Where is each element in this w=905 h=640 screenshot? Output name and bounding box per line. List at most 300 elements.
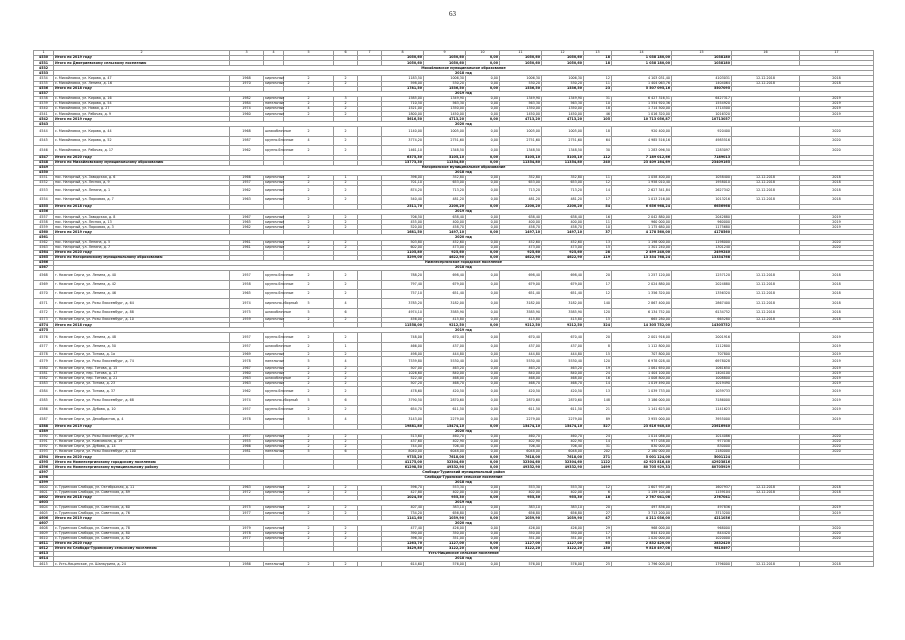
- table-cell: крупно-блочные: [264, 333, 284, 342]
- table-cell: 1958: [230, 280, 264, 289]
- table-cell: 2: [284, 490, 334, 495]
- table-cell: 350,00: [424, 531, 466, 536]
- table-cell: 638,40: [424, 215, 466, 220]
- table-cell: с. Усть-Ницинское, ул. Шанаурина, д. 24: [54, 562, 230, 567]
- table-cell: 1955: [230, 439, 264, 444]
- table-cell: 0,00: [466, 195, 500, 204]
- table-cell: 1039,90: [500, 516, 542, 521]
- table-cell: 5530,40: [500, 357, 542, 366]
- table-cell: 2: [284, 444, 334, 449]
- table-cell: с. Михайловка, ул. Рабочая, д. 17: [54, 146, 230, 155]
- table-cell: 11558,00: [382, 323, 424, 328]
- table-cell: 2019: [800, 376, 874, 381]
- table-cell: 1962: [230, 146, 264, 155]
- table-cell: 11: [584, 220, 612, 225]
- table-cell: с. Туринская Слобода, ул. Советская, д. 76: [54, 511, 230, 516]
- table-cell: 0,00: [466, 112, 500, 117]
- table-cell: 19881,80: [382, 424, 424, 429]
- table-cell: 12.12.2018: [732, 181, 800, 186]
- table-cell: 706,40: [500, 444, 542, 449]
- table-cell: 6 427 316,51: [612, 96, 672, 101]
- table-cell: 1: [334, 175, 358, 180]
- table-cell: 1058400: [672, 175, 732, 180]
- table-cell: 12.12.2018: [732, 175, 800, 180]
- table-cell: кирпичные: [264, 195, 284, 204]
- table-cell: кирпичные: [265, 510, 285, 515]
- table-cell: 0,00: [466, 323, 500, 328]
- table-cell: 1050,60: [542, 56, 584, 61]
- table-cell: 0,00: [466, 308, 500, 317]
- table-cell: 3429,80: [382, 546, 424, 551]
- table-cell: 463,20: [500, 366, 542, 371]
- table-cell: 1013216: [672, 195, 732, 204]
- table-cell: 12.12.2018: [732, 299, 800, 308]
- table-cell: 651,40: [542, 289, 584, 298]
- table-cell: 0,00: [466, 511, 500, 516]
- table-cell: 1966: [230, 175, 264, 180]
- table-cell: 202: [584, 450, 612, 455]
- table-cell: 18: [584, 495, 612, 500]
- table-cell: 2020 год: [54, 521, 874, 526]
- table-cell: 679,00: [500, 280, 542, 289]
- table-cell: 4178560: [672, 230, 732, 235]
- table-row: [34, 387, 874, 396]
- table-cell: 2: [284, 181, 334, 186]
- table-cell: 1967: [230, 215, 264, 220]
- table-cell: 2019 год: [54, 91, 874, 96]
- table-cell: 130: [584, 546, 612, 551]
- table-cell: 2: [284, 96, 334, 101]
- table-cell: кирпичные: [265, 111, 285, 116]
- table-cell: 2: [284, 506, 334, 511]
- table-cell: 4546: [34, 146, 54, 155]
- table-cell: 1979: [230, 526, 264, 531]
- table-cell: 706,40: [424, 444, 466, 449]
- table-cell: 2: [334, 381, 358, 386]
- table-cell: 4: [284, 107, 334, 112]
- table-cell: 0,00: [466, 86, 500, 91]
- table-cell: 4561: [34, 235, 54, 240]
- table-cell: 4609: [34, 531, 54, 536]
- table-cell: 1038180: [672, 56, 732, 61]
- table-cell: Итого по 2019 году: [54, 424, 230, 429]
- table-cell: 2: [284, 81, 334, 86]
- table-cell: 0,00: [466, 541, 500, 546]
- table-cell: 14: [584, 439, 612, 444]
- table-cell: 2: [334, 439, 358, 444]
- table-cell: 1: [34, 51, 54, 56]
- table-cell: 4584: [34, 387, 54, 396]
- table-cell: 42 923 816,40: [612, 460, 672, 465]
- table-cell: кирпичные: [265, 366, 285, 371]
- table-cell: 0,00: [466, 136, 500, 145]
- table-cell: 1198000: [672, 240, 732, 245]
- table-cell: крупно-блочные: [264, 271, 284, 280]
- table-cell: 3182,00: [500, 299, 542, 308]
- table-cell: 1014086: [672, 434, 732, 439]
- table-cell: 351,00: [542, 536, 584, 541]
- table-cell: пос. Нагорный, ул. Парковая, д. 3: [54, 225, 230, 230]
- table-cell: кирпичные: [265, 214, 285, 219]
- table-cell: 0,00: [466, 204, 500, 209]
- table-cell: 2: [284, 101, 334, 106]
- table-cell: 713,20: [542, 186, 584, 195]
- table-cell: 32304,60: [500, 460, 542, 465]
- table-cell: 3790,50: [382, 396, 424, 405]
- table-cell: 2: [334, 280, 358, 289]
- table-cell: 701,10: [382, 181, 424, 186]
- table-cell: 2: [334, 289, 358, 298]
- table-cell: 2: [284, 511, 334, 516]
- table-cell: 4550: [34, 170, 54, 175]
- table-cell: 968 000,00: [612, 526, 672, 531]
- table-cell: 3182,00: [542, 299, 584, 308]
- table-cell: 0,00: [466, 76, 500, 81]
- table-cell: 0,00: [466, 146, 500, 155]
- table-cell: 402,00: [500, 490, 542, 495]
- table-cell: 0,00: [466, 160, 500, 165]
- table-cell: 2: [334, 271, 358, 280]
- table-cell: 2: [334, 562, 358, 567]
- table-cell: 15474,10: [542, 424, 584, 429]
- table-cell: 2: [334, 376, 358, 381]
- table-cell: 11: [584, 81, 612, 86]
- table-cell: 1958010: [672, 181, 732, 186]
- table-cell: 105: [584, 117, 612, 122]
- table-cell: 5 507 095,16: [612, 86, 672, 91]
- table-cell: 4603: [34, 500, 54, 505]
- table-cell: 4539: [34, 101, 54, 106]
- table-cell: 698,40: [500, 271, 542, 280]
- table-cell: кирпичные: [265, 75, 285, 80]
- table-cell: 2: [334, 101, 358, 106]
- table-cell: 0,00: [466, 387, 500, 396]
- table-cell: 24: [584, 371, 612, 376]
- table-cell: 437,00: [542, 342, 584, 351]
- table-cell: 14: [612, 51, 672, 56]
- table-cell: 2: [284, 536, 334, 541]
- table-cell: [358, 136, 382, 145]
- table-cell: 968000: [672, 526, 732, 531]
- table-cell: [732, 342, 800, 351]
- table-cell: 120: [584, 357, 612, 366]
- table-cell: 1006,30: [424, 76, 466, 81]
- table-cell: 2751,60: [500, 136, 542, 145]
- table-cell: 14 305 752,00: [612, 323, 672, 328]
- table-cell: [732, 387, 800, 396]
- table-cell: 0,00: [466, 546, 500, 551]
- table-cell: 1050,60: [500, 56, 542, 61]
- table-cell: 2: [334, 485, 358, 490]
- table-cell: 960 000,00: [612, 220, 672, 225]
- table-cell: 7618,00: [424, 455, 466, 460]
- table-cell: 2: [334, 366, 358, 371]
- table-cell: 2020: [800, 450, 874, 455]
- table-cell: с. Туринская Слобода, ул. Советская, д. 80: [54, 531, 230, 536]
- table-cell: 3143,00: [382, 415, 424, 424]
- table-cell: 23409165: [672, 160, 732, 165]
- table-cell: 1257120: [672, 271, 732, 280]
- table-cell: 12.12.2018: [732, 81, 800, 86]
- table-cell: 0,00: [466, 318, 500, 323]
- table-cell: 47: [584, 516, 612, 521]
- table-cell: Слободо-Туринское сельское поселение: [54, 475, 874, 480]
- table-cell: 530,20: [542, 81, 584, 86]
- table-row: [34, 396, 874, 405]
- table-cell: 4610: [34, 536, 54, 541]
- table-cell: 12.12.2018: [732, 318, 800, 323]
- table-cell: 2: [284, 387, 334, 396]
- table-cell: 2018 год: [54, 170, 874, 175]
- table-cell: 1105,80: [382, 250, 424, 255]
- table-cell: 840,00: [542, 371, 584, 376]
- table-cell: 4713,20: [424, 117, 466, 122]
- table-cell: 1536,50: [500, 86, 542, 91]
- table-cell: 4576: [34, 333, 54, 342]
- table-cell: 7618,00: [542, 455, 584, 460]
- table-cell: пос. Нагорный, ул. Ленина, д. 5: [54, 240, 230, 245]
- table-cell: [732, 146, 800, 155]
- table-cell: 0,00: [466, 250, 500, 255]
- table-cell: 670,40: [500, 333, 542, 342]
- table-cell: 4530: [34, 56, 54, 61]
- table-cell: г. Нижние Серги, ул. Дубова, д. 10: [54, 405, 230, 414]
- table-cell: 2 024 880,00: [612, 280, 672, 289]
- table-cell: 1450,00: [424, 112, 466, 117]
- table-cell: 522,40: [382, 376, 424, 381]
- table-cell: 12: [542, 51, 584, 56]
- table-cell: 1 039 733,00: [612, 387, 672, 396]
- table-cell: 2018: [800, 485, 874, 490]
- table-cell: 12.12.2018: [732, 76, 800, 81]
- table-cell: кирпичные: [265, 96, 285, 101]
- table-cell: 3 186 000,00: [612, 396, 672, 405]
- table-cell: кирпичные: [265, 317, 285, 322]
- table-cell: 2: [284, 245, 334, 250]
- table-cell: 1960: [230, 371, 264, 376]
- table-cell: 13 334 768,24: [612, 255, 672, 260]
- table-cell: 4549: [34, 165, 54, 170]
- table-cell: 0,00: [466, 460, 500, 465]
- table-cell: 2832420: [672, 541, 732, 546]
- table-cell: г. Нижние Серги, ул. Ленина, д. 42: [54, 280, 230, 289]
- table-cell: 350,00: [542, 531, 584, 536]
- table-cell: [358, 195, 382, 204]
- table-cell: 611,50: [424, 405, 466, 414]
- table-cell: 481,20: [500, 195, 542, 204]
- table-cell: 4: [264, 51, 284, 56]
- table-cell: 706,50: [382, 215, 424, 220]
- table-cell: 656,80: [542, 511, 584, 516]
- table-cell: 4543: [34, 122, 54, 127]
- table-cell: кирпичные: [265, 175, 285, 180]
- table-cell: 9212,50: [500, 323, 542, 328]
- table-cell: Итого по 2018 году: [54, 323, 230, 328]
- table-cell: 1957: [230, 342, 264, 351]
- table-cell: 1607937: [672, 485, 732, 490]
- table-cell: 13334768: [672, 255, 732, 260]
- housing-register-table: [33, 50, 874, 567]
- table-cell: 15: [584, 318, 612, 323]
- table-cell: 1026,60: [382, 371, 424, 376]
- table-cell: [358, 396, 382, 405]
- table-cell: 1681,50: [382, 230, 424, 235]
- table-row: [34, 415, 874, 424]
- table-cell: 18: [584, 127, 612, 136]
- table-cell: 4578: [34, 352, 54, 357]
- table-cell: 0,00: [466, 381, 500, 386]
- table-cell: 3955000: [672, 415, 732, 424]
- table-cell: крупно-блочные: [264, 136, 284, 145]
- table-cell: 2499240: [672, 250, 732, 255]
- table-cell: 2019: [800, 220, 874, 225]
- table-cell: 0,00: [466, 81, 500, 86]
- table-cell: 4570: [34, 289, 54, 298]
- table-cell: с. Михайловка, ул. Кирова, д. 52: [54, 136, 230, 145]
- table-cell: 2: [284, 220, 334, 225]
- table-cell: 2020: [800, 136, 874, 145]
- table-cell: 4567: [34, 266, 54, 271]
- table-cell: 2870,60: [424, 396, 466, 405]
- table-cell: 1 112 800,00: [612, 342, 672, 351]
- table-cell: 1349,90: [542, 96, 584, 101]
- table-cell: 4564: [34, 250, 54, 255]
- table-cell: 30: [584, 146, 612, 155]
- table-cell: 507,20: [382, 381, 424, 386]
- table-cell: 874,20: [382, 186, 424, 195]
- table-cell: 61298,50: [382, 465, 424, 470]
- table-cell: 2019: [800, 366, 874, 371]
- table-cell: 1 013 216,00: [612, 195, 672, 204]
- table-cell: шлакоблочные: [264, 342, 284, 351]
- table-cell: с. Михайловка, ул. Кирова, д. 47: [54, 76, 230, 81]
- table-cell: 7189013: [672, 155, 732, 160]
- table-cell: 2751,60: [424, 136, 466, 145]
- table-cell: г. Нижние Серги, ул. Дубова, д. 14: [54, 444, 230, 449]
- table-cell: 80705929: [672, 465, 732, 470]
- table-cell: [358, 357, 382, 366]
- table-cell: 0,00: [466, 490, 500, 495]
- table-cell: 3713200: [672, 511, 732, 516]
- table-cell: г. Нижние Серги, пер. Титова, д. 21: [54, 376, 230, 381]
- table-cell: 4: [284, 136, 334, 145]
- table-cell: 2020: [800, 240, 874, 245]
- table-cell: 4583: [34, 381, 54, 386]
- table-cell: 2019: [800, 215, 874, 220]
- table-cell: 1050,60: [382, 56, 424, 61]
- table-cell: 11354,80: [424, 160, 466, 165]
- table-cell: 444,80: [424, 352, 466, 357]
- table-cell: кирпичные: [265, 239, 285, 244]
- table-cell: 437,00: [424, 342, 466, 351]
- table-row: [34, 299, 874, 308]
- table-cell: 6: [584, 490, 612, 495]
- table-cell: 2: [284, 186, 334, 195]
- table-cell: 23 616 940,40: [612, 424, 672, 429]
- table-cell: с. Туринская Слобода, ул. Октябрьская, д. 11: [54, 485, 230, 490]
- table-cell: 54: [584, 204, 612, 209]
- table-cell: 4597: [34, 470, 54, 475]
- table-cell: 5: [284, 450, 334, 455]
- table-cell: 12.12.2018: [732, 308, 800, 317]
- table-cell: кирпичные: [265, 351, 285, 356]
- table-cell: 4569: [34, 280, 54, 289]
- table-cell: 1 714 500,00: [612, 107, 672, 112]
- table-cell: 2020 год: [54, 235, 874, 240]
- table-cell: 1006,30: [500, 76, 542, 81]
- table-cell: 2: [334, 371, 358, 376]
- table-cell: 473,00: [542, 245, 584, 250]
- table-cell: 6048,00: [542, 450, 584, 455]
- table-cell: 614,60: [382, 562, 424, 567]
- table-cell: 0,00: [466, 455, 500, 460]
- table-cell: 1039,90: [542, 516, 584, 521]
- table-cell: 2: [334, 240, 358, 245]
- table-cell: 2: [284, 381, 334, 386]
- table-cell: 2: [334, 225, 358, 230]
- table-cell: 1 008 800,00: [612, 376, 672, 381]
- table-cell: 0,00: [466, 434, 500, 439]
- table-cell: 4548: [34, 160, 54, 165]
- table-cell: 8040,00: [382, 450, 424, 455]
- table-cell: 1404064: [672, 81, 732, 86]
- table-cell: 925,60: [424, 250, 466, 255]
- table-cell: 2019: [800, 357, 874, 366]
- table-cell: 1141623: [672, 405, 732, 414]
- table-cell: 4568: [34, 271, 54, 280]
- table-cell: 497836: [672, 506, 732, 511]
- table-cell: 6: [334, 396, 358, 405]
- table-cell: 4601: [34, 490, 54, 495]
- table-cell: 2 832 420,00: [612, 541, 672, 546]
- table-cell: 14305752: [672, 323, 732, 328]
- table-cell: 611,50: [542, 405, 584, 414]
- table-cell: 4 985 516,16: [612, 136, 672, 145]
- table-cell: 1957: [230, 333, 264, 342]
- table-cell: 1962: [230, 186, 264, 195]
- table-cell: 444,80: [542, 352, 584, 357]
- table-cell: 4600: [34, 485, 54, 490]
- table-cell: 4608: [34, 526, 54, 531]
- table-cell: 1122: [584, 460, 612, 465]
- table-cell: 1497,10: [542, 230, 584, 235]
- table-cell: 2: [334, 506, 358, 511]
- table-cell: 840,00: [500, 371, 542, 376]
- table-cell: 15474,10: [424, 424, 466, 429]
- table-cell: 0,00: [466, 117, 500, 122]
- table-cell: Михайловское муниципальное образование: [54, 66, 874, 71]
- table-cell: 1263,70: [382, 541, 424, 546]
- table-cell: 6978028: [672, 357, 732, 366]
- table-cell: 468,00: [500, 376, 542, 381]
- table-cell: 2018: [800, 76, 874, 81]
- table-cell: 4622,90: [500, 255, 542, 260]
- table-cell: 17: [800, 51, 874, 56]
- table-cell: 0,00: [466, 333, 500, 342]
- table-cell: 540,40: [382, 195, 424, 204]
- table-cell: 32304,60: [542, 460, 584, 465]
- table-cell: 0,00: [466, 245, 500, 250]
- table-cell: 37: [584, 230, 612, 235]
- table-cell: 656,80: [500, 511, 542, 516]
- table-cell: 12: [584, 289, 612, 298]
- table-cell: 2: [284, 225, 334, 230]
- table-cell: 29: [584, 526, 612, 531]
- table-cell: 1016320: [672, 112, 732, 117]
- table-cell: 49332,90: [424, 465, 466, 470]
- table-cell: 2019 год: [54, 210, 874, 215]
- table-cell: 2200,20: [424, 204, 466, 209]
